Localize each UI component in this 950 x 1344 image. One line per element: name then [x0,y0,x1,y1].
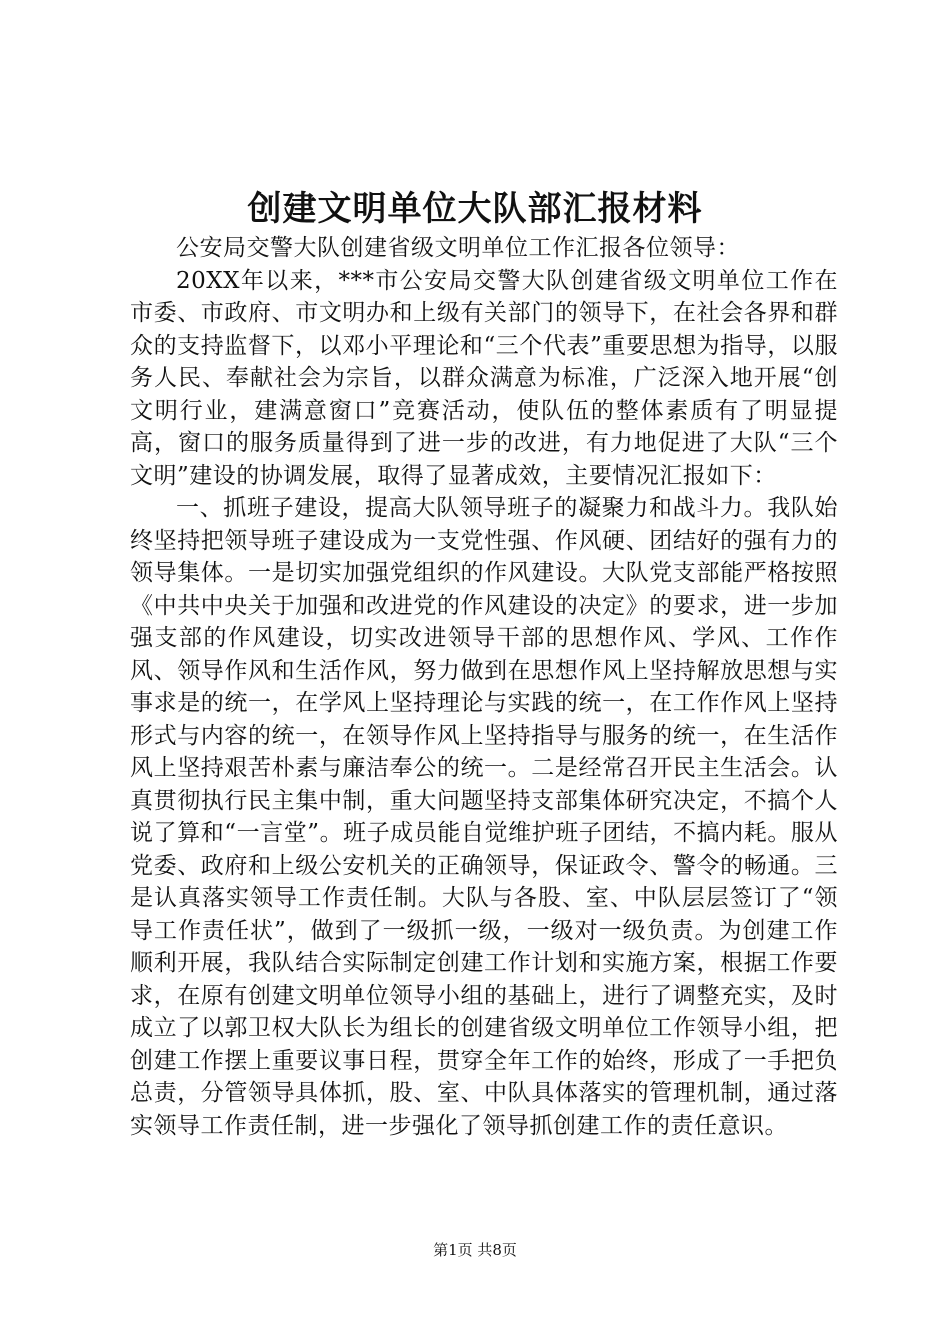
document-title: 创建文明单位大队部汇报材料 [247,189,703,229]
document-body [130,232,838,1142]
intro-paragraph: 20XX年以来，***市公安局交警大队创建省级文明单位工作在市委、市政府、市文明办和上级有关部门的领导下，在社会各界和群众的支持监督下，以邓小平理论和“三个代表”重要思想为指导，以服务人民、奉献社会为宗旨，以群众满意为标准，广泛深入地开展“创文明行业，建满意窗口”竞赛活动，使队伍的整体素质有了明显提高，窗口的服务质量得到了进一步的改进，有力地促进了大队“三个文明”建设的协调发展，取得了显著成效，主要情况汇报如下： [130,267,838,489]
salutation-paragraph: 公安局交警大队创建省级文明单位工作汇报各位领导： [176,235,740,261]
page-footer: 第1页 共8页 [433,1241,517,1259]
section-one-paragraph: 一、抓班子建设，提高大队领导班子的凝聚力和战斗力。我队始终坚持把领导班子建设成为一支党性强、作风硬、团结好的强有力的领导集体。一是切实加强党组织的作风建设。大队党支部能严格按照《中共中央关于加强和改进党的作风建设的决定》的要求，进一步加强支部的作风建设，切实改进领导干部的思想作风、学风、工作作风、领导作风和生活作风，努力做到在思想作风上坚持解放思想与实事求是的统一，在学风上坚持理论与实践的统一，在工作作风上坚持形式与内容的统一，在领导作风上坚持指导与服务的统一，在生活作风上坚持艰苦朴素与廉洁奉公的统一。二是经常召开民主生活会。认真贯彻执行民主集中制，重大问题坚持支部集体研究决定，不搞个人说了算和“一言堂”。班子成员能自觉维护班子团结，不搞内耗。服从党委、政府和上级公安机关的正确领导，保证政令、警令的畅通。三是认真落实领导工作责任制。大队与各股、室、中队层层签订了“领导工作责任状”，做到了一级抓一级，一级对一级负责。为创建工作顺利开展，我队结合实际制定创建工作计划和实施方案，根据工作要求，在原有创建文明单位领导小组的基础上，进行了调整充实，及时成立了以郭卫权大队长为组长的创建省级文明单位工作领导小组，把创建工作摆上重要议事日程，贯穿全年工作的始终，形成了一手把负总责，分管领导具体抓，股、室、中队具体落实的管理机制，通过落实领导工作责任制，进一步强化了领导抓创建工作的责任意识。 [130,495,838,1139]
